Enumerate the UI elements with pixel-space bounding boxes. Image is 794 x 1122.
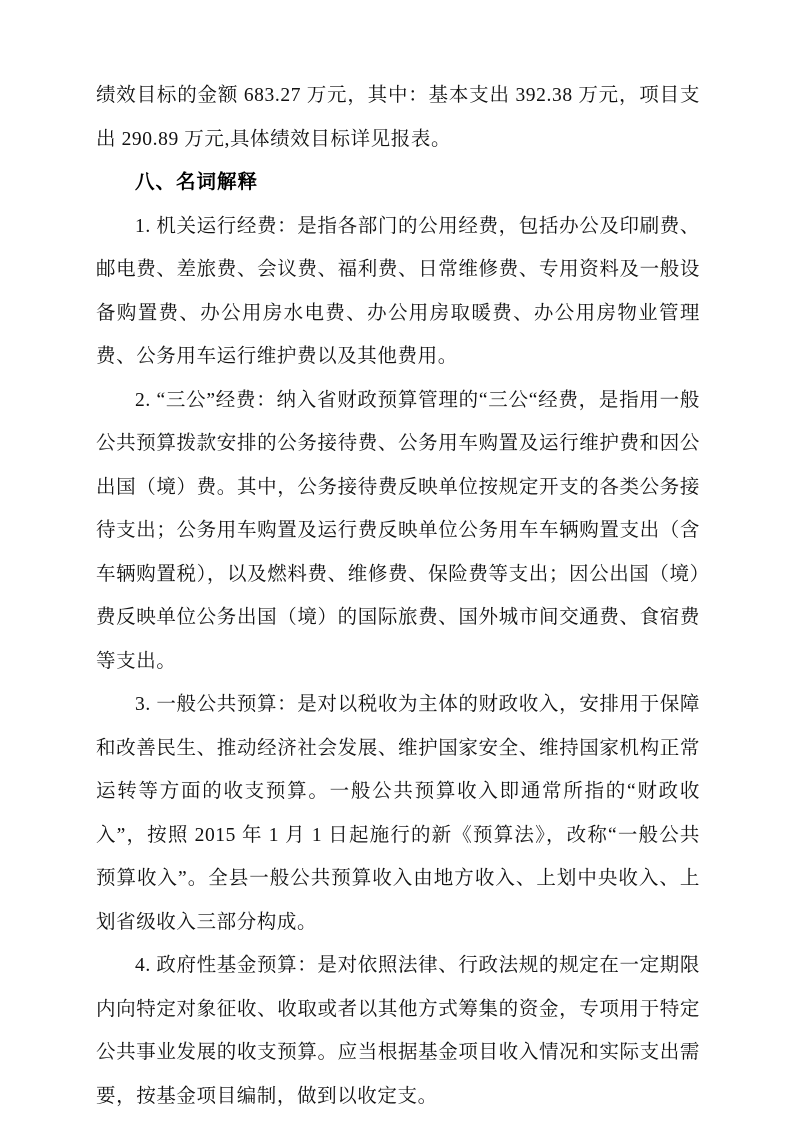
paragraph-intro-continuation: 绩效目标的金额 683.27 万元，其中：基本支出 392.38 万元，项目支出 290.89 万元,具体绩效目标详见报表。	[96, 85, 700, 150]
paragraph-term-three-public-expenses: 2. “三公”经费：纳入省财政预算管理的“三公“经费，是指用一般公共预算拨款安排的公务接待费、公务用车购置及运行维护费和因公出国（境）费。其中，公务接待费反映单位按规定开支的各类公务接待支出；公务用车购置及运行费反映单位公务用车车辆购置支出（含车辆购置税），以及燃料费、维修费、保险费等支出；因公出国（境）费反映单位公务出国（境）的国际旅费、国外城市间交通费、食宿费等支出。	[96, 389, 700, 672]
paragraph-term-agency-operating-funds: 1. 机关运行经费：是指各部门的公用经费，包括办公及印刷费、邮电费、差旅费、会议费、福利费、日常维修费、专用资料及一般设备购置费、办公用房水电费、办公用房取暖费、办公用房物业管理费、公务用车运行维护费以及其他费用。	[96, 215, 700, 367]
section-heading-glossary: 八、名词解释	[135, 171, 259, 193]
paragraph-term-general-public-budget: 3. 一般公共预算：是对以税收为主体的财政收入，安排用于保障和改善民生、推动经济社会发展、维护国家安全、维持国家机构正常运转等方面的收支预算。一般公共预算收入即通常所指的“财政收入”，按照 2015 年 1 月 1 日起施行的新《预算法》，改称“一般公共预算收入”。全县一般公共预算收入由地方收入、上划中央收入、上划省级收入三部分构成。	[96, 694, 700, 933]
paragraph-term-government-fund-budget: 4. 政府性基金预算：是对依照法律、行政法规的规定在一定期限内向特定对象征收、收取或者以其他方式筹集的资金，专项用于特定公共事业发展的收支预算。应当根据基金项目收入情况和实际支出需要，按基金项目编制，做到以收定支。	[96, 955, 700, 1107]
